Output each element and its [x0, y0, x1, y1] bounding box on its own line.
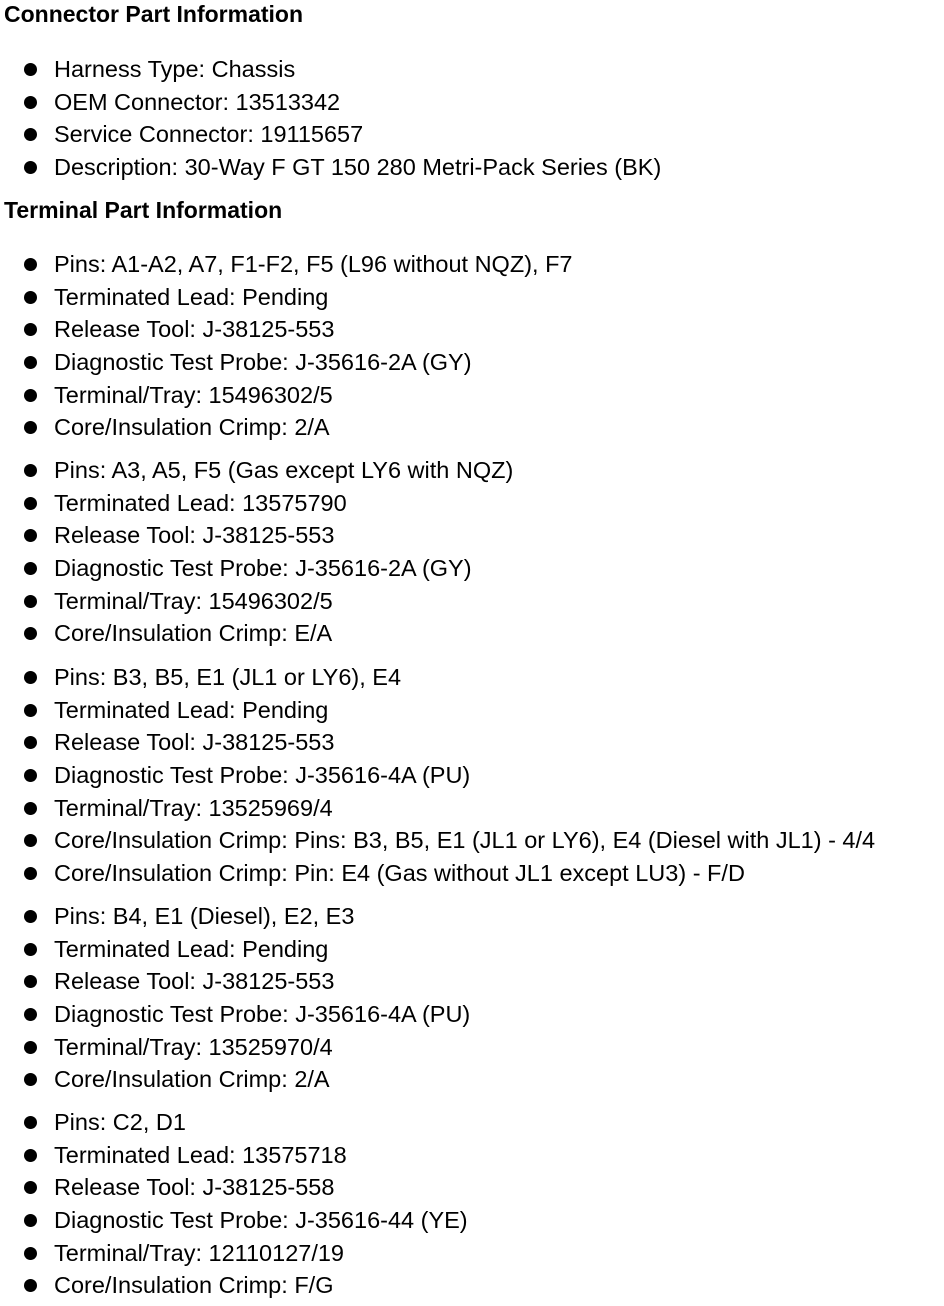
list-item-text: Terminated Lead: Pending [54, 696, 329, 723]
terminal-group-5 [0, 1106, 468, 1302]
list-item [0, 454, 513, 487]
list-item-text: Pins: B3, B5, E1 (JL1 or LY6), E4 [54, 664, 402, 690]
list-item [0, 552, 513, 585]
list-item-text: Terminated Lead: 13575790 [54, 489, 347, 516]
list-item-text: Core/Insulation Crimp: Pins: B3, B5, E1 (JL1 or LY6), E4 (Diesel with JL1) - 4/4 [54, 827, 876, 854]
list-item-text: Release Tool: J-38125-553 [54, 968, 335, 995]
list-item [0, 1031, 470, 1064]
list-item [0, 998, 470, 1031]
list-item-text: Terminated Lead: Pending [54, 935, 329, 962]
bullet-icon [24, 627, 37, 640]
list-item [0, 792, 875, 825]
bullet-icon [24, 161, 37, 174]
list-item [0, 411, 573, 444]
list-item [0, 1204, 468, 1237]
list-item [0, 726, 875, 759]
list-item [0, 900, 470, 933]
bullet-icon [24, 1116, 37, 1129]
terminal-part-information-heading: Terminal Part Information [4, 197, 283, 223]
list-item-text: Service Connector: 19115657 [54, 121, 364, 148]
list-item-text: Terminal/Tray: 15496302/5 [54, 381, 333, 408]
bullet-icon [24, 464, 37, 477]
bullet-icon [24, 323, 37, 336]
bullet-icon [24, 1149, 37, 1162]
list-item [0, 1106, 468, 1139]
bullet-icon [24, 736, 37, 749]
list-item-text: Terminal/Tray: 13525970/4 [54, 1033, 333, 1060]
bullet-icon [24, 63, 37, 76]
list-item [0, 965, 470, 998]
terminal-group-4 [0, 900, 470, 1096]
list-item-text: Description: 30-Way F GT 150 280 Metri-Pack Series (BK) [54, 154, 662, 181]
list-item [0, 1063, 470, 1096]
list-item-text: Pins: C2, D1 [54, 1109, 186, 1135]
bullet-icon [24, 421, 37, 434]
list-item-text: Harness Type: Chassis [54, 56, 296, 82]
list-item-text: Pins: A3, A5, F5 (Gas except LY6 with NQZ) [54, 457, 514, 483]
terminal-group-2 [0, 454, 513, 650]
list-item [0, 617, 513, 650]
list-item [0, 346, 573, 379]
list-item-text: Release Tool: J-38125-553 [54, 729, 335, 756]
list-item [0, 1269, 468, 1302]
list-item-text: Diagnostic Test Probe: J-35616-44 (YE) [54, 1207, 468, 1234]
bullet-icon [24, 291, 37, 304]
list-item [0, 661, 875, 694]
list-item [0, 1139, 468, 1172]
list-item-text: OEM Connector: 13513342 [54, 88, 341, 115]
bullet-icon [24, 356, 37, 369]
list-item [0, 379, 573, 412]
list-item [0, 281, 573, 314]
bullet-icon [24, 389, 37, 402]
bullet-icon [24, 258, 37, 271]
list-item [0, 313, 573, 346]
list-item [0, 53, 661, 86]
bullet-icon [24, 1214, 37, 1227]
bullet-icon [24, 704, 37, 717]
list-item-text: Diagnostic Test Probe: J-35616-2A (GY) [54, 349, 472, 376]
bullet-icon [24, 128, 37, 141]
list-item [0, 694, 875, 727]
bullet-icon [24, 497, 37, 510]
list-item [0, 118, 661, 151]
list-item-text: Terminated Lead: Pending [54, 283, 329, 310]
list-item-text: Pins: A1-A2, A7, F1-F2, F5 (L96 without NQZ), F7 [54, 251, 573, 277]
list-item [0, 151, 661, 184]
bullet-icon [24, 529, 37, 542]
list-item-text: Core/Insulation Crimp: 2/A [54, 414, 330, 441]
bullet-icon [24, 1041, 37, 1054]
bullet-icon [24, 1279, 37, 1292]
bullet-icon [24, 595, 37, 608]
list-item [0, 933, 470, 966]
list-item-text: Terminal/Tray: 12110127/19 [54, 1239, 344, 1266]
list-item [0, 585, 513, 618]
list-item [0, 1237, 468, 1270]
bullet-icon [24, 769, 37, 782]
bullet-icon [24, 975, 37, 988]
list-item-text: Terminal/Tray: 13525969/4 [54, 794, 333, 821]
list-item-text: Core/Insulation Crimp: Pin: E4 (Gas without JL1 except LU3) - F/D [54, 860, 745, 887]
list-item-text: Release Tool: J-38125-553 [54, 522, 335, 549]
list-item [0, 1171, 468, 1204]
list-item [0, 759, 875, 792]
connector-info-list [0, 53, 661, 184]
list-item [0, 86, 661, 119]
bullet-icon [24, 96, 37, 109]
list-item-text: Release Tool: J-38125-558 [54, 1174, 335, 1201]
list-item-text: Terminated Lead: 13575718 [54, 1141, 347, 1168]
bullet-icon [24, 834, 37, 847]
terminal-group-3 [0, 661, 875, 890]
list-item-text: Terminal/Tray: 15496302/5 [54, 587, 333, 614]
bullet-icon [24, 1008, 37, 1021]
list-item [0, 824, 875, 857]
list-item-text: Diagnostic Test Probe: J-35616-4A (PU) [54, 1001, 471, 1028]
list-item-text: Diagnostic Test Probe: J-35616-4A (PU) [54, 762, 471, 789]
terminal-group-1 [0, 248, 573, 444]
bullet-icon [24, 943, 37, 956]
bullet-icon [24, 867, 37, 880]
list-item-text: Core/Insulation Crimp: F/G [54, 1272, 334, 1299]
bullet-icon [24, 1073, 37, 1086]
bullet-icon [24, 802, 37, 815]
bullet-icon [24, 1247, 37, 1260]
bullet-icon [24, 671, 37, 684]
bullet-icon [24, 1181, 37, 1194]
list-item-text: Release Tool: J-38125-553 [54, 316, 335, 343]
list-item [0, 248, 573, 281]
bullet-icon [24, 562, 37, 575]
list-item-text: Diagnostic Test Probe: J-35616-2A (GY) [54, 555, 472, 582]
list-item [0, 857, 875, 890]
bullet-icon [24, 910, 37, 923]
list-item [0, 487, 513, 520]
connector-part-information-heading: Connector Part Information [4, 1, 304, 27]
list-item-text: Pins: B4, E1 (Diesel), E2, E3 [54, 903, 355, 929]
list-item [0, 519, 513, 552]
list-item-text: Core/Insulation Crimp: E/A [54, 620, 333, 647]
list-item-text: Core/Insulation Crimp: 2/A [54, 1066, 330, 1093]
